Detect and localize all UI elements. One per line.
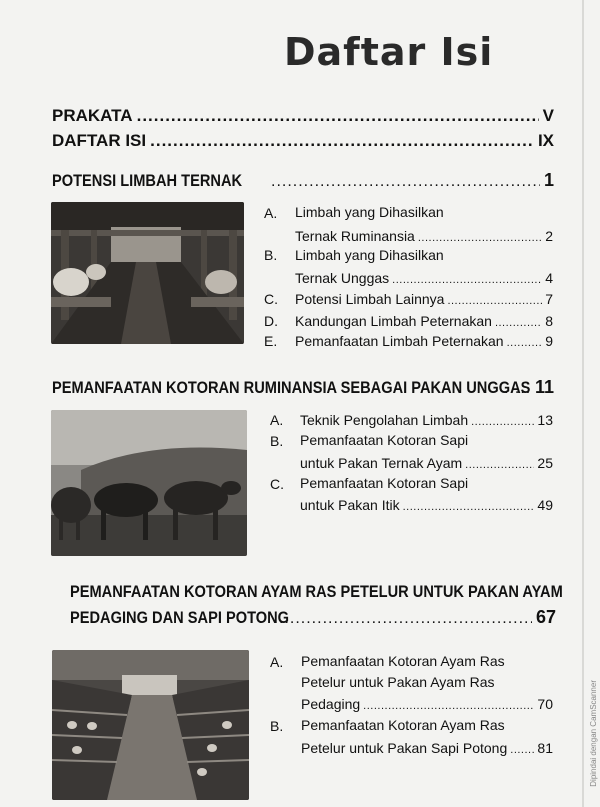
- item-title: Pemanfaatan Limbah Peternakan: [295, 333, 504, 349]
- chapter-page: 1: [543, 170, 554, 190]
- item-letter: B.: [264, 247, 278, 263]
- leader-dots: [150, 131, 534, 151]
- item-line: Limbah yang Dihasilkan: [295, 204, 444, 220]
- leader-dots: [510, 744, 534, 756]
- item-letter: A.: [264, 205, 278, 221]
- poultry-house-photo: [52, 650, 249, 800]
- leader-dots: [392, 274, 542, 286]
- item-line: Petelur untuk Pakan Ayam Ras: [301, 674, 495, 690]
- toc-page: IX: [537, 131, 554, 150]
- toc-label: PRAKATA: [52, 106, 133, 125]
- toc-item-pemanfaatan-limbah[interactable]: [295, 333, 553, 349]
- item-title: Petelur untuk Pakan Sapi Potong: [301, 740, 508, 756]
- item-page: 13: [537, 412, 553, 428]
- toc-item-ayam-ras-pedaging[interactable]: [301, 696, 553, 712]
- item-title: Teknik Pengolahan Limbah: [300, 412, 469, 428]
- item-letter: C.: [270, 476, 284, 492]
- toc-item-kotoran-sapi-itik[interactable]: [300, 497, 553, 513]
- chapter-page: 11: [534, 377, 554, 397]
- leader-dots: [271, 173, 540, 191]
- leader-dots: [507, 337, 543, 349]
- item-title: Potensi Limbah Lainnya: [295, 291, 445, 307]
- leader-dots: [363, 700, 534, 712]
- item-line: Pemanfaatan Kotoran Ayam Ras: [301, 717, 505, 733]
- item-letter: A.: [270, 654, 284, 670]
- toc-item-sapi-potong[interactable]: [301, 740, 553, 756]
- item-line: Limbah yang Dihasilkan: [295, 247, 444, 263]
- item-title: Ternak Ruminansia: [295, 228, 415, 244]
- item-page: 25: [537, 455, 553, 471]
- toc-item-kandungan-limbah[interactable]: [295, 313, 553, 329]
- cattle-field-photo: [51, 410, 247, 556]
- item-page: 70: [537, 696, 553, 712]
- item-page: 8: [545, 313, 553, 329]
- item-title: Pedaging: [301, 696, 361, 712]
- item-page: 2: [545, 228, 553, 244]
- item-title: untuk Pakan Ternak Ayam: [300, 455, 463, 471]
- chapter-page: 67: [535, 607, 556, 627]
- item-title: untuk Pakan Itik: [300, 497, 400, 513]
- item-line: Pemanfaatan Kotoran Sapi: [300, 432, 469, 448]
- item-page: 49: [537, 497, 553, 513]
- toc-entry-prakata[interactable]: [52, 106, 554, 126]
- item-page: 4: [545, 270, 553, 286]
- leader-dots: [279, 610, 532, 628]
- chapter-3-title-line1[interactable]: PEMANFAATAN KOTORAN AYAM RAS PETELUR UNTUK PAKAN AYAM: [70, 582, 563, 601]
- item-letter: B.: [270, 718, 284, 734]
- leader-dots: [465, 459, 534, 471]
- leader-dots: [137, 106, 539, 126]
- toc-item-potensi-lainnya[interactable]: [295, 291, 553, 307]
- page-edge: [582, 0, 584, 807]
- leader-dots: [495, 317, 542, 329]
- chapter-1-heading[interactable]: [52, 170, 554, 191]
- toc-label: DAFTAR ISI: [52, 131, 147, 150]
- item-page: 7: [545, 291, 553, 307]
- scanner-watermark: Dipindai dengan CamScanner: [589, 680, 598, 787]
- toc-entry-daftar-isi[interactable]: [52, 131, 554, 151]
- toc-item-limbah-ruminansia[interactable]: [295, 228, 553, 244]
- item-title: Ternak Unggas: [295, 270, 390, 286]
- item-page: 81: [537, 740, 553, 756]
- toc-item-teknik-pengolahan[interactable]: [300, 412, 553, 428]
- toc-page: V: [542, 106, 554, 125]
- toc-item-limbah-unggas[interactable]: [295, 270, 553, 286]
- toc-item-kotoran-sapi-ayam[interactable]: [300, 455, 553, 471]
- item-letter: C.: [264, 291, 278, 307]
- cattle-barn-photo: [51, 202, 244, 344]
- item-page: 9: [545, 333, 553, 349]
- item-letter: E.: [264, 333, 278, 349]
- leader-dots: [471, 416, 534, 428]
- chapter-title: POTENSI LIMBAH TERNAK: [52, 171, 243, 190]
- leader-dots: [418, 232, 542, 244]
- item-title: Kandungan Limbah Peternakan: [295, 313, 492, 329]
- chapter-2-heading[interactable]: [52, 377, 554, 398]
- item-letter: D.: [264, 313, 278, 329]
- item-line: Pemanfaatan Kotoran Sapi: [300, 475, 469, 491]
- item-letter: B.: [270, 433, 284, 449]
- item-letter: A.: [270, 412, 284, 428]
- page-title: Daftar Isi: [284, 30, 494, 74]
- chapter-title: PEDAGING DAN SAPI POTONG: [70, 608, 290, 627]
- leader-dots: [447, 295, 542, 307]
- item-line: Pemanfaatan Kotoran Ayam Ras: [301, 653, 505, 669]
- chapter-title: PEMANFAATAN KOTORAN RUMINANSIA SEBAGAI PAKAN UNGGAS: [52, 378, 531, 397]
- leader-dots: [403, 501, 535, 513]
- chapter-3-heading[interactable]: [70, 607, 556, 628]
